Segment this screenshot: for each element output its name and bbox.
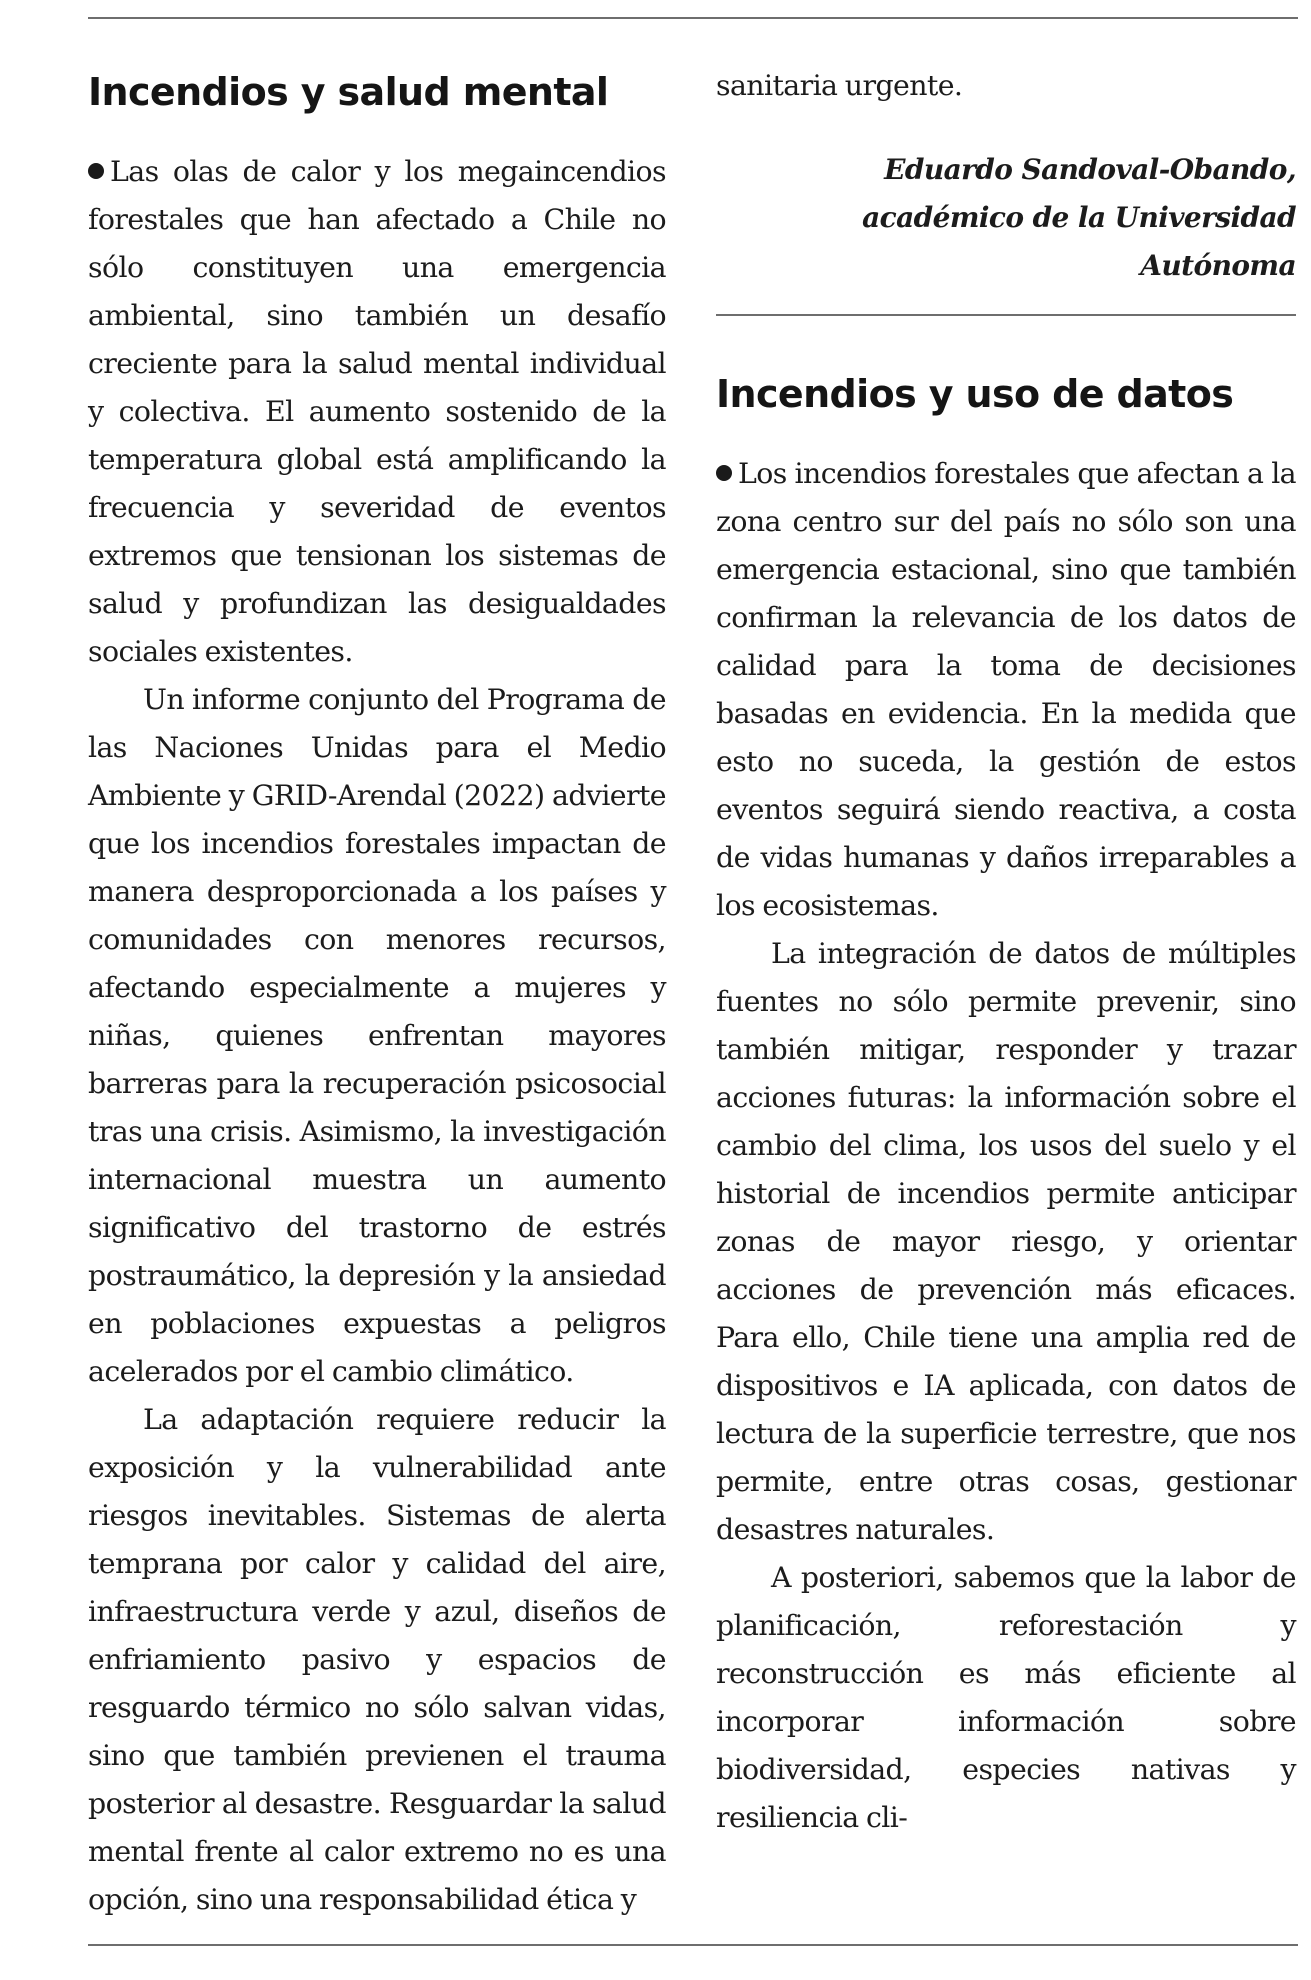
article-paragraph-continuation: sanitaria urgente.: [716, 69, 963, 102]
author-signature: Eduardo Sandoval-Obando, académico de la Universidad Autónoma: [862, 153, 1296, 282]
article-paragraph: A posteriori, sabemos que la labor de planificación, reforestación y reconstrucción es más eficiente al incorporar información sobre biodiversidad, especies nativas y resiliencia cli-: [716, 1561, 1296, 1834]
article-paragraph: Los incendios forestales que afectan a la zona centro sur del país no sólo son una emergencia estacional, sino que también confirman la relevancia de los datos de calidad para la toma de decisiones basadas en evidencia. En la medida que esto no suceda, la gestión de estos eventos seguirá siendo reactiva, a costa de vidas humanas y daños irreparables a los ecosistemas.: [716, 457, 1296, 922]
bottom-rule: [88, 1944, 1298, 1946]
article-body: [88, 148, 666, 1924]
top-rule: [88, 17, 1298, 19]
right-column: [716, 62, 1296, 1842]
article-title: Incendios y uso de datos: [716, 372, 1234, 416]
article-title: Incendios y salud mental: [88, 70, 609, 114]
article-paragraph: La integración de datos de múltiples fuentes no sólo permite prevenir, sino también mitigar, responder y trazar acciones futuras: la información sobre el cambio del clima, los usos del suelo y el historial de incendios permite anticipar zonas de mayor riesgo, y orientar acciones de prevención más eficaces. Para ello, Chile tiene una amplia red de dispositivos e IA aplicada, con datos de lectura de la superficie terrestre, que nos permite, entre otras cosas, gestionar desastres naturales.: [716, 937, 1296, 1546]
section-divider: [716, 314, 1296, 316]
bullet-icon: [88, 163, 104, 179]
article-salud-mental: [88, 62, 666, 1924]
article-paragraph: La adaptación requiere reducir la exposición y la vulnerabilidad ante riesgos inevitables. Sistemas de alerta temprana por calor y calidad del aire, infraestructura verde y azul, diseños de enfriamiento pasivo y espacios de resguardo térmico no sólo salvan vidas, sino que también previenen el trauma posterior al desastre. Resguardar la salud mental frente al calor extremo no es una opción, sino una responsabilidad ética y: [88, 1403, 666, 1916]
article-paragraph: Un informe conjunto del Programa de las Naciones Unidas para el Medio Ambiente y GRID-Arendal (2022) advierte que los incendios forestales impactan de manera desproporcionada a los países y comunidades con menores recursos, afectando especialmente a mujeres y niñas, quienes enfrentan mayores barreras para la recuperación psicosocial tras una crisis. Asimismo, la investigación internacional muestra un aumento significativo del trastorno de estrés postraumático, la depresión y la ansiedad en poblaciones expuestas a peligros acelerados por el cambio climático.: [88, 683, 666, 1388]
article-paragraph: Las olas de calor y los megaincendios forestales que han afectado a Chile no sólo constituyen una emergencia ambiental, sino también un desafío creciente para la salud mental individual y colectiva. El aumento sostenido de la temperatura global está amplificando la frecuencia y severidad de eventos extremos que tensionan los sistemas de salud y profundizan las desigualdades sociales existentes.: [88, 155, 666, 668]
article-body-continuation: [716, 62, 1296, 110]
article-body: [716, 450, 1296, 1842]
bullet-icon: [716, 465, 732, 481]
article-uso-de-datos: [716, 368, 1296, 1842]
